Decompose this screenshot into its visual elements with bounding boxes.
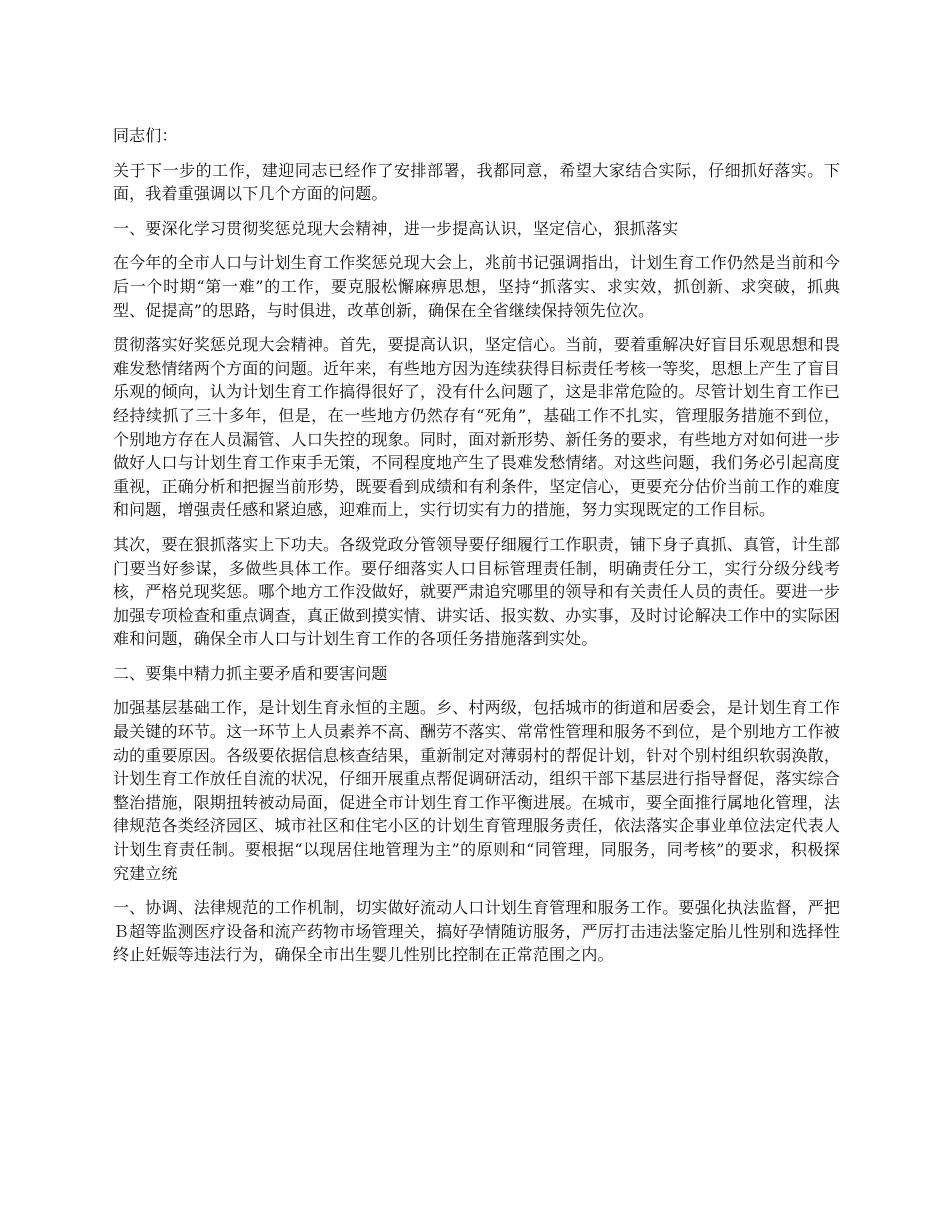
section-heading-2: 二、要集中精力抓主要矛盾和要害问题 <box>113 663 388 683</box>
body-paragraph: 加强基层基础工作，是计划生育永恒的主题。乡、村两级，包括城市的街道和居委会，是计划生育工作最关键的环节。这一环节上人员素养不高、酬劳不落实、常常性管理和服务不到位，是个别地方工作被动的重要原因。各级要依据信息核查结果，重新制定对薄弱村的帮促计划，针对个别村组织软弱涣散，计划生育工作放任自流的状况，仔细开展重点帮促调研活动，组织干部下基层进行指导督促，落实综合整治措施，限期扭转被动局面，促进全市计划生育工作平衡进展。在城市，要全面推行属地化管理，法律规范各类经济园区、城市社区和住宅小区的计划生育管理服务责任，依法落实企事业单位法定代表人计划生育责任制。要根据“以现居住地管理为主”的原则和“同管理，同服务，同考核”的要求，积极探究建立统 <box>113 698 840 883</box>
body-paragraph: 贯彻落实好奖惩兑现大会精神。首先，要提高认识，坚定信心。当前，要着重解决好盲目乐观思想和畏难发愁情绪两个方面的问题。近年来，有些地方因为连续获得目标责任考核一等奖，思想上产生了盲目乐观的倾向，认为计划生育工作搞得很好了，没有什么问题了，这是非常危险的。尽管计划生育工作已经持续抓了三十多年，但是，在一些地方仍然存有“死角”，基础工作不扎实，管理服务措施不到位，个别地方存在人员漏管、人口失控的现象。同时，面对新形势、新任务的要求，有些地方对如何进一步做好人口与计划生育工作束手无策，不同程度地产生了畏难发愁情绪。对这些问题，我们务必引起高度重视，正确分析和把握当前形势，既要看到成绩和有利条件，坚定信心，更要充分估价当前工作的难度和问题，增强责任感和紧迫感，迎难而上，实行切实有力的措施，努力实现既定的工作目标。 <box>113 335 840 520</box>
body-paragraph: 在今年的全市人口与计划生育工作奖惩兑现大会上，兆前书记强调指出，计划生育工作仍然是当前和今后一个时期“第一难”的工作，要克服松懈麻痹思想，坚持“抓落实、求实效，抓创新、求突破，抓典型、促提高”的思路，与时俱进，改革创新，确保在全省继续保持领先位次。 <box>113 253 840 320</box>
body-paragraph: 一、协调、法律规范的工作机制，切实做好流动人口计划生育管理和服务工作。要强化执法监督，严把Ｂ超等监测医疗设备和流产药物市场管理关，搞好孕情随访服务，严厉打击违法鉴定胎儿性别和选择性终止妊娠等违法行为，确保全市出生婴儿性别比控制在正常范围之内。 <box>113 898 840 965</box>
section-heading-1: 一、要深化学习贯彻奖惩兑现大会精神，进一步提高认识，坚定信心，狠抓落实 <box>113 218 679 238</box>
document-body <box>113 124 840 978</box>
body-paragraph: 其次，要在狠抓落实上下功夫。各级党政分管领导要仔细履行工作职责，铺下身子真抓、真管，计生部门要当好参谋，多做些具体工作。要仔细落实人口目标管理责任制，明确责任分工，实行分级分线考核，严格兑现奖惩。哪个地方工作没做好，就要严肃追究哪里的领导和有关责任人员的责任。要进一步加强专项检查和重点调查，真正做到摸实情、讲实话、报实数、办实事，及时讨论解决工作中的实际困难和问题，确保全市人口与计划生育工作的各项任务措施落到实处。 <box>113 534 840 649</box>
salutation: 同志们： <box>113 126 178 145</box>
intro-paragraph: 关于下一步的工作，建迎同志已经作了安排部署，我都同意，希望大家结合实际，仔细抓好落实。下面，我着重强调以下几个方面的问题。 <box>113 160 840 204</box>
